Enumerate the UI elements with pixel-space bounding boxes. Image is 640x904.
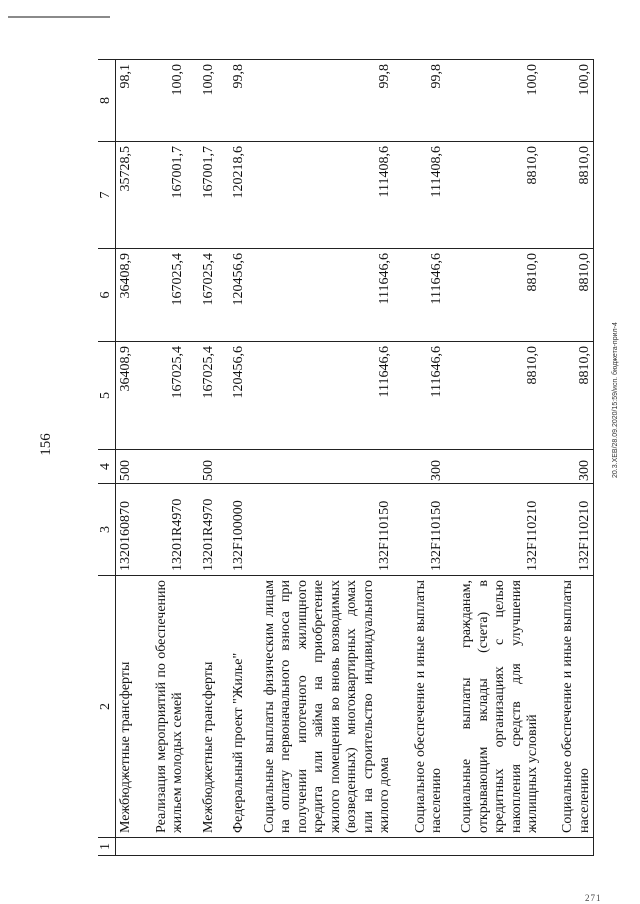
row-expense-type: 500 [116,450,135,484]
row-value-5: 167025,4 [135,342,187,450]
row-index-cell [248,838,394,856]
row-index-cell [116,838,135,856]
row-value-7: 111408,6 [248,142,394,249]
row-value-8: 99,8 [394,60,446,142]
header-cell-6: 6 [98,249,116,342]
row-name: Федеральный проект "Жилье" [218,576,248,838]
row-value-7: 8810,0 [446,142,542,249]
bottom-page-mark: 271 [585,893,602,903]
row-index-cell [542,838,594,856]
row-value-7: 167001,7 [135,142,187,249]
row-code: 132F110150 [248,484,394,576]
row-value-7: 8810,0 [542,142,594,249]
page-number: 156 [37,433,54,456]
row-code: 132F110210 [446,484,542,576]
row-value-6: 8810,0 [542,249,594,342]
row-value-8: 100,0 [187,60,218,142]
row-index-cell [394,838,446,856]
row-value-5: 111646,6 [394,342,446,450]
footer-stamp-text: 20.3.ХЕВ/28.09.2020/15:59/исп. бюджета-прил-4 [612,322,619,478]
row-value-6: 36408,9 [116,249,135,342]
table-row [187,60,218,856]
row-value-8: 100,0 [446,60,542,142]
row-name: Социальные выплаты гражданам, открывающим вклады (счета) в кредитных организациях с целью накопления средств для улучшения жилищных условий [446,576,542,838]
row-code: 13201R4970 [187,484,218,576]
row-expense-type [446,450,542,484]
row-code: 132F110150 [394,484,446,576]
row-value-6: 167025,4 [135,249,187,342]
row-value-6: 120456,6 [218,249,248,342]
table-row [218,60,248,856]
row-expense-type [248,450,394,484]
row-expense-type [135,450,187,484]
row-value-8: 99,8 [218,60,248,142]
row-value-8: 100,0 [542,60,594,142]
row-index-cell [187,838,218,856]
header-cell-4: 4 [98,450,116,484]
row-value-6: 111646,6 [394,249,446,342]
table-row [542,60,594,856]
row-name: Социальное обеспечение и иные выплаты населению [542,576,594,838]
row-code: 1320160870 [116,484,135,576]
row-value-5: 8810,0 [542,342,594,450]
row-value-7: 111408,6 [394,142,446,249]
table-row [116,60,135,856]
row-value-5: 36408,9 [116,342,135,450]
row-value-5: 167025,4 [187,342,218,450]
budget-table [98,59,594,856]
row-value-8: 99,8 [248,60,394,142]
row-value-6: 167025,4 [187,249,218,342]
row-name: Социальные выплаты физическим лицам на оплату первоначального взноса при получении ипотечного жилищного кредита или займа на приобретение жилого помещения во вновь возводимых (возведенных) многоквартирных домах или на строительство индивидуального жилого дома [248,576,394,838]
row-name: Реализация мероприятий по обеспечению жильем молодых семей [135,576,187,838]
row-index-cell [218,838,248,856]
row-code: 132F110210 [542,484,594,576]
header-cell-5: 5 [98,342,116,450]
row-value-5: 8810,0 [446,342,542,450]
row-expense-type: 300 [542,450,594,484]
row-value-6: 111646,6 [248,249,394,342]
row-expense-type [218,450,248,484]
header-cell-7: 7 [98,142,116,249]
table-row [394,60,446,856]
row-expense-type: 300 [394,450,446,484]
header-row [98,60,116,856]
row-index-cell [446,838,542,856]
header-cell-8: 8 [98,60,116,142]
header-cell-1: 1 [98,838,116,856]
table-row [248,60,394,856]
row-index-cell [135,838,187,856]
row-value-8: 100,0 [135,60,187,142]
row-value-5: 120456,6 [218,342,248,450]
row-value-7: 167001,7 [187,142,218,249]
header-cell-3: 3 [98,484,116,576]
row-value-5: 111646,6 [248,342,394,450]
row-name: Межбюджетные трансферты [187,576,218,838]
row-name: Межбюджетные трансферты [116,576,135,838]
row-code: 132F100000 [218,484,248,576]
table-row [135,60,187,856]
row-expense-type: 500 [187,450,218,484]
row-value-7: 35728,5 [116,142,135,249]
table-row [446,60,542,856]
row-value-6: 8810,0 [446,249,542,342]
row-value-7: 120218,6 [218,142,248,249]
row-code: 13201R4970 [135,484,187,576]
header-cell-2: 2 [98,576,116,838]
scan-edge-line [8,16,110,18]
row-value-8: 98,1 [116,60,135,142]
row-name: Социальное обеспечение и иные выплаты населению [394,576,446,838]
